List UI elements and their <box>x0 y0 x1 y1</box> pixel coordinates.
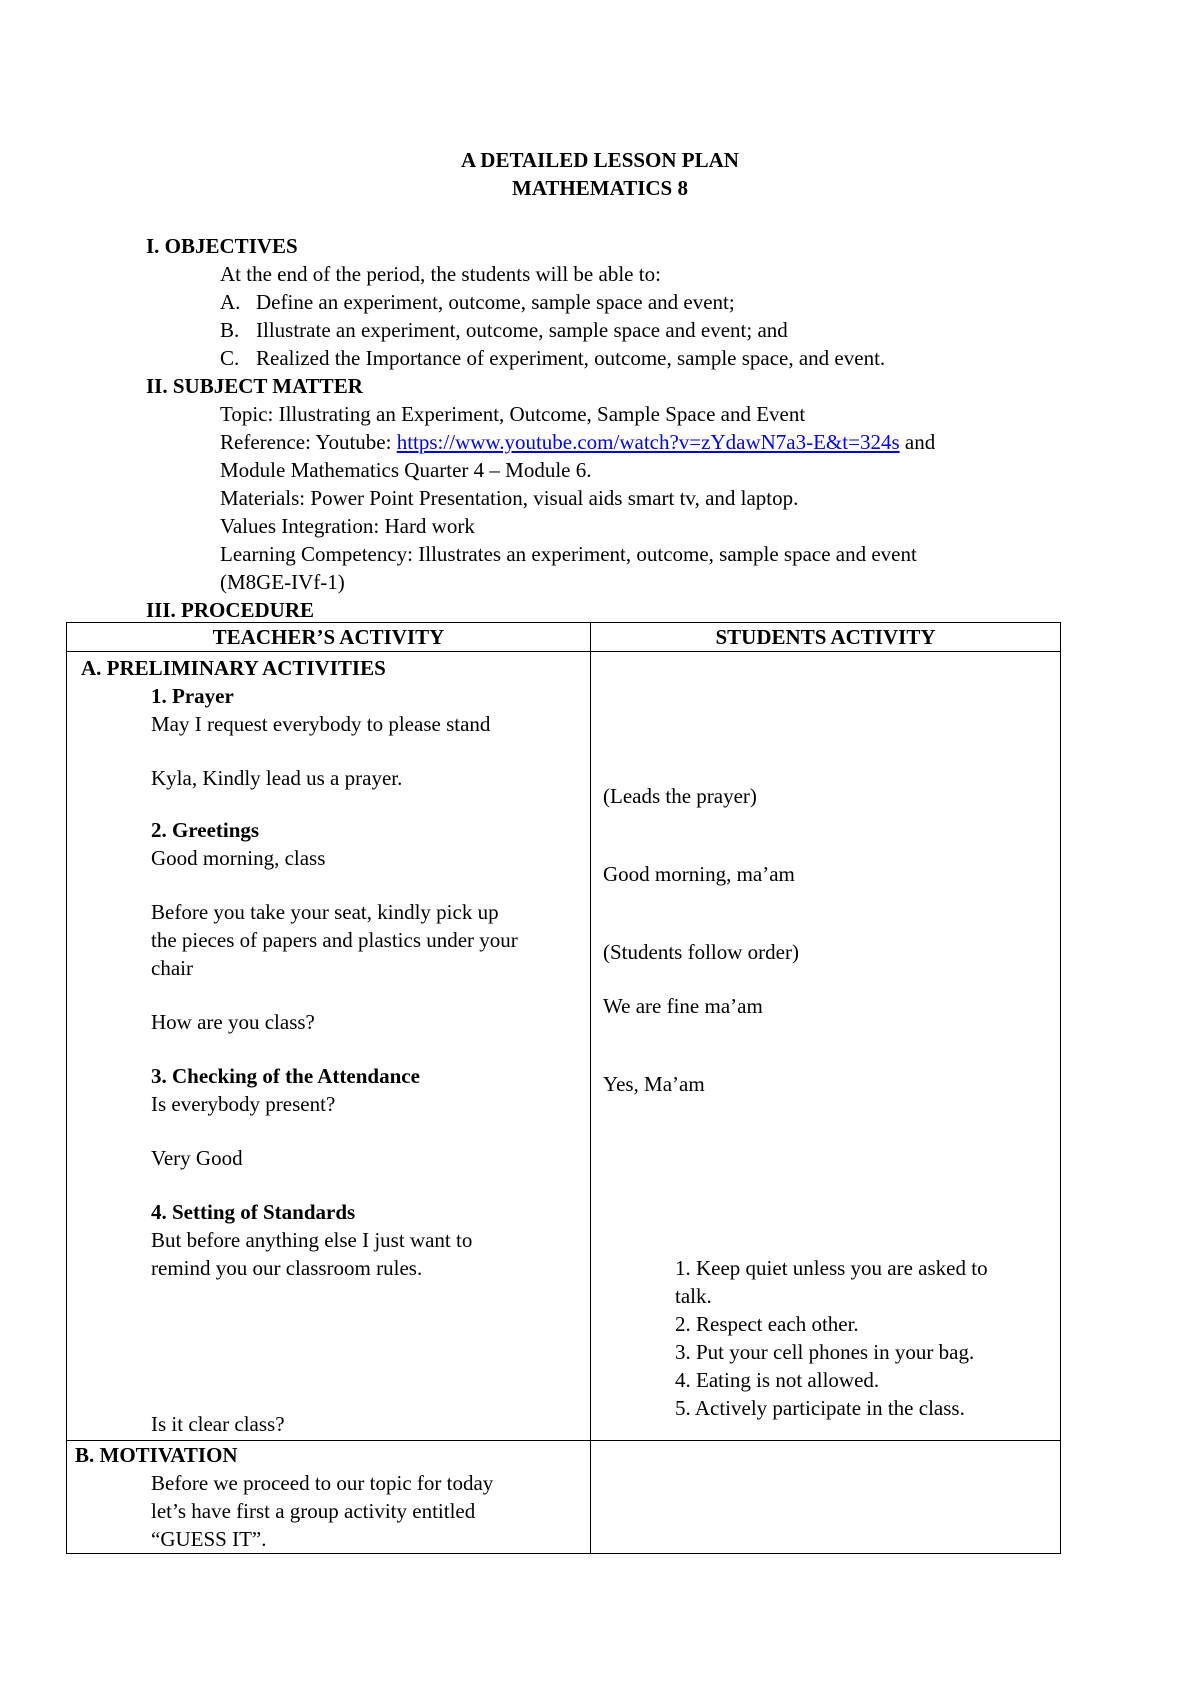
table-row <box>67 652 1061 1441</box>
prayer-teacher-line-2: Kyla, Kindly lead us a prayer. <box>151 766 403 790</box>
attendance-heading: 3. Checking of the Attendance <box>151 1064 420 1088</box>
teacher-activity-header: TEACHER’S ACTIVITY <box>67 623 591 652</box>
motivation-line-1: Before we proceed to our topic for today <box>151 1471 494 1495</box>
students-motivation-cell <box>591 1441 1061 1554</box>
rule-line-5: 5. Actively participate in the class. <box>675 1396 965 1420</box>
teacher-preliminary-cell <box>67 652 591 1441</box>
greetings-teacher-line-1: Good morning, class <box>151 846 326 870</box>
youtube-reference-link[interactable]: https://www.youtube.com/watch?v=zYdawN7a3-E&t=324s <box>396 430 900 454</box>
attendance-teacher-line-1: Is everybody present? <box>151 1092 336 1116</box>
rule-line-1: 1. Keep quiet unless you are asked to <box>675 1256 988 1280</box>
attendance-teacher-line-2: Very Good <box>151 1146 243 1170</box>
prayer-student-response: (Leads the prayer) <box>603 784 757 808</box>
subject-matter-heading: II. SUBJECT MATTER <box>146 374 363 398</box>
greetings-student-response-1: Good morning, ma’am <box>603 862 795 886</box>
objective-c: Realized the Importance of experiment, outcome, sample space, and event. <box>256 346 886 370</box>
greetings-teacher-line-3: How are you class? <box>151 1010 315 1034</box>
objective-letter-a: A. <box>220 290 241 314</box>
reference-prefix: Reference: Youtube: <box>220 430 397 454</box>
competency-line: Learning Competency: Illustrates an experiment, outcome, sample space and event <box>220 542 917 566</box>
topic-line: Topic: Illustrating an Experiment, Outcome, Sample Space and Event <box>220 402 806 426</box>
teacher-motivation-cell <box>67 1441 591 1554</box>
students-preliminary-cell <box>591 652 1061 1441</box>
values-line: Values Integration: Hard work <box>220 514 475 538</box>
reference-module-line: Module Mathematics Quarter 4 – Module 6. <box>220 458 592 482</box>
table-header-row <box>67 623 1061 652</box>
objectives-intro: At the end of the period, the students will be able to: <box>220 262 661 286</box>
greetings-teacher-line-2a: Before you take your seat, kindly pick up <box>151 900 499 924</box>
greetings-heading: 2. Greetings <box>151 818 260 842</box>
attendance-student-response: Yes, Ma’am <box>603 1072 705 1096</box>
reference-line <box>220 428 935 456</box>
prayer-heading: 1. Prayer <box>151 684 234 708</box>
competency-code: (M8GE-IVf-1) <box>220 570 345 594</box>
table-row <box>67 1441 1061 1554</box>
students-activity-header: STUDENTS ACTIVITY <box>591 623 1061 652</box>
objective-b: Illustrate an experiment, outcome, sample space and event; and <box>256 318 788 342</box>
motivation-heading: B. MOTIVATION <box>75 1443 238 1467</box>
objective-letter-b: B. <box>220 318 240 342</box>
greetings-teacher-line-2c: chair <box>151 956 193 980</box>
objective-letter-c: C. <box>220 346 240 370</box>
procedure-heading: III. PROCEDURE <box>146 598 315 622</box>
materials-line: Materials: Power Point Presentation, visual aids smart tv, and laptop. <box>220 486 799 510</box>
standards-teacher-line-1b: remind you our classroom rules. <box>151 1256 423 1280</box>
prayer-teacher-line-1: May I request everybody to please stand <box>151 712 491 736</box>
rule-line-2: 2. Respect each other. <box>675 1312 859 1336</box>
motivation-line-2: let’s have first a group activity entitled <box>151 1499 476 1523</box>
reference-suffix: and <box>899 430 936 454</box>
rule-line-4: 4. Eating is not allowed. <box>675 1368 880 1392</box>
standards-teacher-line-1a: But before anything else I just want to <box>151 1228 473 1252</box>
greetings-student-response-3: We are fine ma’am <box>603 994 763 1018</box>
document-title: A DETAILED LESSON PLAN <box>461 148 739 172</box>
standards-teacher-line-2: Is it clear class? <box>151 1412 285 1436</box>
document-subtitle: MATHEMATICS 8 <box>512 176 688 200</box>
motivation-line-3: “GUESS IT”. <box>151 1527 267 1551</box>
greetings-teacher-line-2b: the pieces of papers and plastics under your <box>151 928 518 952</box>
rule-line-1-cont: talk. <box>675 1284 712 1308</box>
rule-line-3: 3. Put your cell phones in your bag. <box>675 1340 975 1364</box>
objective-a: Define an experiment, outcome, sample space and event; <box>256 290 735 314</box>
procedure-table <box>66 622 1061 1554</box>
standards-heading: 4. Setting of Standards <box>151 1200 356 1224</box>
objectives-heading: I. OBJECTIVES <box>146 234 298 258</box>
preliminary-heading: A. PRELIMINARY ACTIVITIES <box>81 656 386 680</box>
greetings-student-response-2: (Students follow order) <box>603 940 799 964</box>
